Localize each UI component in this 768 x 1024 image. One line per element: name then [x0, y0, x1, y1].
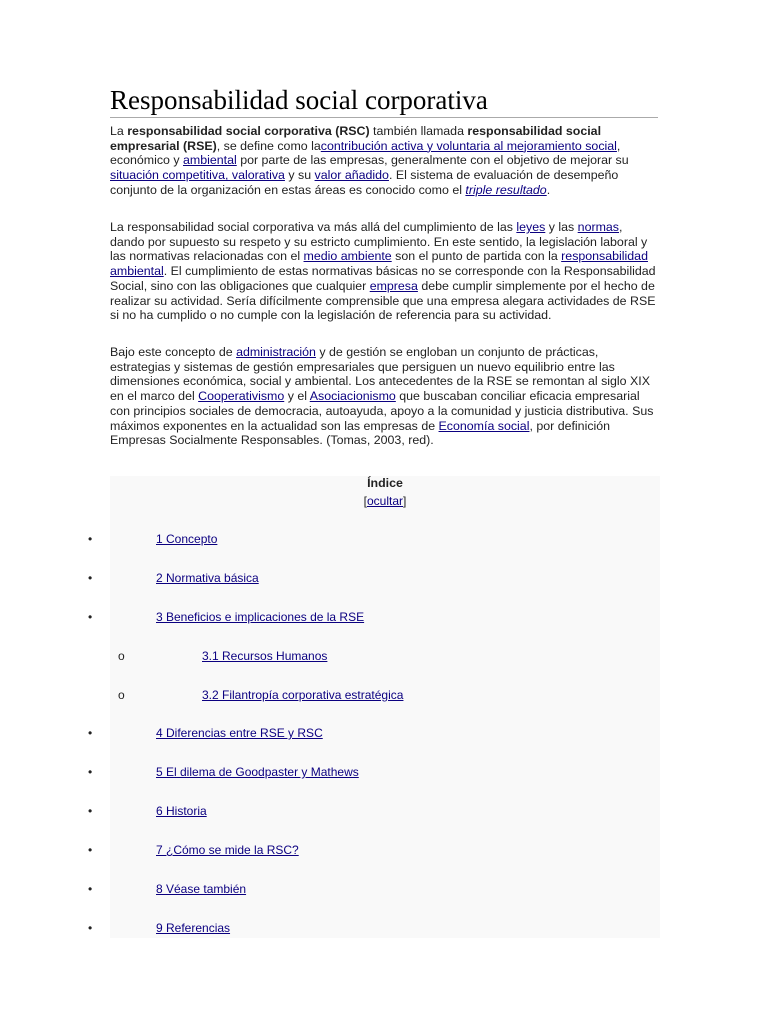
toc-link[interactable]: 1 Concepto: [156, 532, 218, 546]
list-bullet: •: [88, 610, 93, 624]
list-bullet: •: [88, 726, 93, 740]
bracket: ]: [403, 494, 407, 508]
link-situacion-competitiva[interactable]: situación competitiva, valorativa: [110, 168, 285, 183]
link-administracion[interactable]: administración: [236, 345, 316, 359]
page-title: Responsabilidad social corporativa: [110, 84, 658, 118]
text: también llamada: [369, 124, 468, 138]
toc-link[interactable]: 8 Véase también: [156, 882, 247, 896]
intro-paragraph: [110, 124, 658, 198]
toc-item-recursos-humanos[interactable]: [202, 648, 327, 664]
text: debe cumplir simplemente por el hecho de realizar su actividad. Sería difícilmente comprensible que una empresa alegara actividades de RSE si no ha cumplido o no cumple con la legislación de referencia para su actividad.: [110, 278, 656, 323]
link-cooperativismo[interactable]: Cooperativismo: [198, 389, 285, 404]
text: . El sistema de evaluación de desempeño conjunto de la organización en estas áreas es conocido como el: [110, 168, 619, 197]
toc-link[interactable]: 4 Diferencias entre RSE y RSC: [156, 726, 323, 740]
bold-term-rse: responsabilidad social empresarial (RSE): [110, 124, 602, 153]
text: son el punto de partida con la: [391, 249, 562, 264]
text: Bajo este concepto de: [110, 345, 237, 359]
toc-link[interactable]: 9 Referencias: [156, 921, 231, 935]
body-paragraph-2: [110, 220, 658, 323]
list-bullet: •: [88, 571, 93, 585]
bracket: [: [363, 494, 367, 508]
toc-link[interactable]: 2 Normativa básica: [156, 571, 259, 585]
text: y de gestión se engloban un conjunto de prácticas, estrategias y sistemas de gestión empresariales que persiguen un nuevo equilibrio entre las dimensiones económica, social y ambiental. Los antecedentes de la RSE se remontan al siglo XIX en el marco del: [110, 345, 650, 404]
text: La: [110, 124, 128, 138]
list-bullet: o: [118, 649, 125, 663]
link-responsabilidad-ambiental[interactable]: responsabilidad ambiental: [110, 249, 648, 279]
text: .: [546, 182, 551, 197]
link-asociacionismo[interactable]: Asociacionismo: [309, 389, 396, 404]
toc-link[interactable]: 5 El dilema de Goodpaster y Mathews: [156, 765, 359, 779]
text: que buscaban conciliar eficacia empresarial con principios sociales de democracia, autoayuda, apoyo a la comunidad y justicia distributiva. Sus máximos exponentes en la actualidad son las empresas de: [110, 389, 654, 433]
link-contribucion[interactable]: contribución activa y voluntaria al mejoramiento social: [320, 138, 617, 153]
list-bullet: •: [88, 532, 93, 546]
toc-item-dilema[interactable]: [156, 764, 359, 780]
list-bullet: •: [88, 843, 93, 857]
toc-item-filantropia[interactable]: [202, 687, 403, 703]
toc-toggle: [110, 494, 660, 508]
toc-link[interactable]: 3.1 Recursos Humanos: [202, 649, 328, 663]
toc-item-normativa[interactable]: [156, 570, 259, 586]
text: y su: [284, 168, 315, 183]
list-bullet: •: [88, 882, 93, 896]
text: , se define como la: [216, 138, 321, 153]
link-normas[interactable]: normas: [577, 220, 619, 234]
toc-item-vease-tambien[interactable]: [156, 881, 246, 897]
body-paragraph-3: [110, 345, 658, 448]
text: , económico y: [110, 138, 621, 168]
toc-link[interactable]: 6 Historia: [156, 804, 207, 818]
link-economia-social[interactable]: Economía social: [438, 418, 530, 433]
toc-link[interactable]: 7 ¿Cómo se mide la RSC?: [156, 843, 299, 857]
text: y el: [284, 389, 310, 404]
text: . El cumplimiento de estas normativas básicas no se corresponde con la Responsabilidad Social, sino con las obligaciones que cualquier: [110, 264, 656, 293]
list-bullet: o: [118, 688, 125, 702]
toc-item-como-se-mide[interactable]: [156, 842, 299, 858]
toc-item-historia[interactable]: [156, 803, 207, 819]
list-bullet: •: [88, 921, 93, 935]
link-valor-anadido[interactable]: valor añadido: [314, 168, 389, 183]
toc-link[interactable]: 3.2 Filantropía corporativa estratégica: [202, 688, 404, 702]
text: , dando por supuesto su respeto y su estricto cumplimiento. En este sentido, la legislación laboral y las normativas relacionadas con el: [110, 220, 648, 264]
link-leyes[interactable]: leyes: [516, 220, 546, 234]
toc-hide-link[interactable]: ocultar: [366, 494, 404, 508]
link-medio-ambiente[interactable]: medio ambiente: [303, 249, 392, 264]
link-empresa[interactable]: empresa: [369, 278, 418, 293]
toc-item-diferencias[interactable]: [156, 725, 323, 741]
toc-link[interactable]: 3 Beneficios e implicaciones de la RSE: [156, 610, 365, 624]
list-bullet: •: [88, 765, 93, 779]
bold-term-rsc: responsabilidad social corporativa (RSC): [127, 124, 370, 138]
toc-item-concepto[interactable]: [156, 531, 217, 547]
text: La responsabilidad social corporativa va más allá del cumplimiento de las: [110, 220, 517, 234]
list-bullet: •: [88, 804, 93, 818]
text: y las: [545, 220, 578, 234]
toc-item-beneficios[interactable]: [156, 609, 364, 625]
link-ambiental[interactable]: ambiental: [183, 153, 237, 168]
text: por parte de las empresas, generalmente con el objetivo de mejorar su: [236, 153, 629, 168]
text: , por definición Empresas Socialmente Responsables. (Tomas, 2003, red).: [110, 418, 611, 448]
toc-item-referencias[interactable]: [156, 920, 230, 936]
toc-heading: Índice: [367, 476, 403, 490]
link-triple-resultado[interactable]: triple resultado: [465, 182, 547, 197]
